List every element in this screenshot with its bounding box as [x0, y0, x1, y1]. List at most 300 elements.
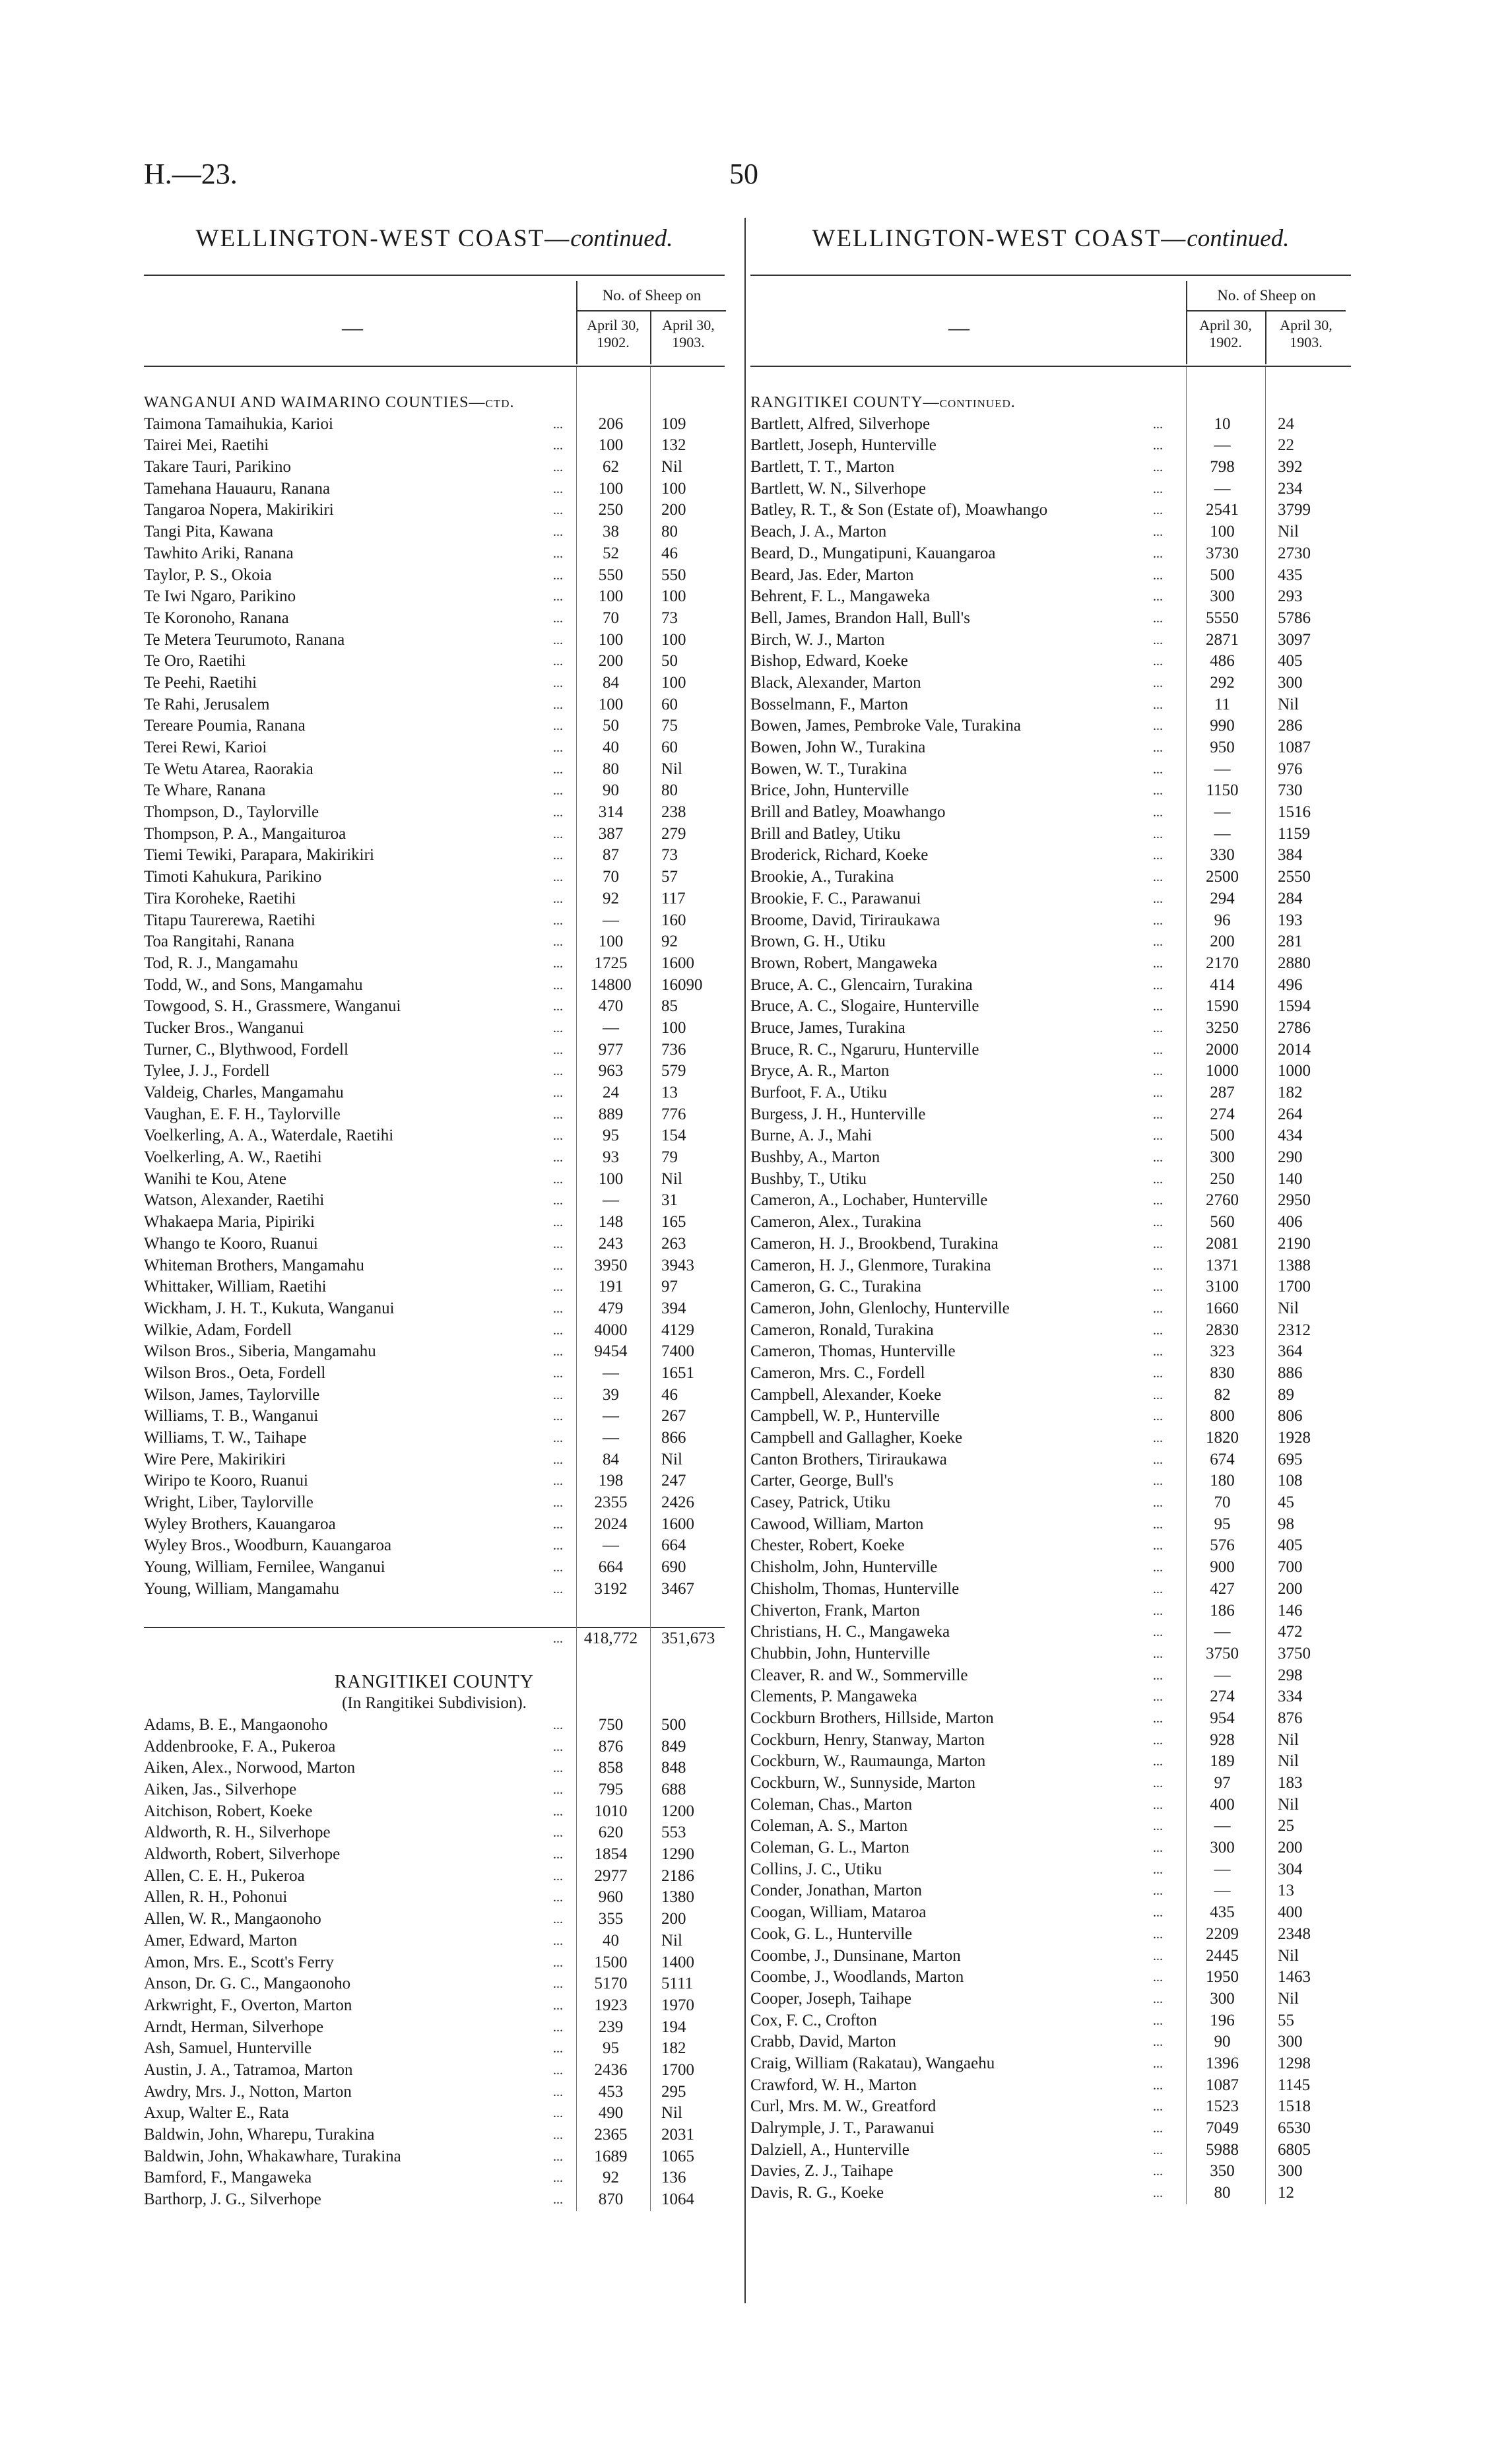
section-heading [144, 392, 725, 414]
sheep-1903: 776 [661, 1105, 686, 1123]
sheep-1903: 1087 [1278, 739, 1311, 756]
right-header-group: No. of Sheep on [1186, 281, 1346, 312]
sheep-1902: 3192 [594, 1579, 628, 1598]
sheep-1902: 314 [598, 803, 624, 822]
table-row [750, 457, 1351, 478]
leader-dots: ... [553, 546, 563, 561]
owner-name: Bosselmann, F., Marton [750, 695, 908, 713]
sheep-1903: 300 [1278, 2033, 1303, 2051]
sheep-1902: 100 [598, 630, 624, 649]
sheep-1903: 45 [1278, 1494, 1294, 1512]
table-row [144, 1039, 725, 1061]
owner-name: Bartlett, Alfred, Silverhope [750, 414, 931, 433]
owner-name: RANGITIKEI COUNTY [334, 1671, 535, 1692]
sheep-1902: 2541 [1206, 501, 1239, 519]
owner-name: Amer, Edward, Marton [144, 1931, 298, 1950]
owner-name: Cockburn, W., Sunnyside, Marton [750, 1774, 975, 1792]
sheep-1903: 160 [661, 911, 686, 929]
owner-name: Bell, James, Brandon Hall, Bull's [750, 608, 970, 627]
owner-name: Arkwright, F., Overton, Marton [144, 1996, 352, 2014]
sheep-1902: 1590 [1206, 997, 1239, 1016]
sheep-1903: 57 [661, 868, 678, 886]
leader-dots: ... [553, 2084, 563, 2099]
sheep-1903: 200 [661, 1910, 686, 1928]
sheep-1903: 100 [661, 630, 686, 649]
leader-dots: ... [553, 675, 563, 690]
sheep-1902: 250 [598, 501, 624, 519]
sheep-1902: 355 [598, 1910, 624, 1928]
sheep-1902: 1523 [1206, 2097, 1239, 2116]
sheep-1902: 9454 [594, 1342, 628, 1361]
sheep-1902: — [1214, 1666, 1231, 1684]
left-title-continued: continued. [570, 225, 673, 252]
leader-dots: ... [1153, 762, 1163, 777]
sheep-1902: 274 [1210, 1688, 1235, 1706]
table-row [144, 1757, 725, 1779]
sheep-1902: 96 [1214, 911, 1231, 929]
sheep-1902: 196 [1210, 2011, 1235, 2029]
sheep-1903: 247 [661, 1472, 686, 1490]
sheep-1902: 330 [1210, 846, 1235, 865]
table-row [750, 737, 1351, 759]
leader-dots: ... [1153, 2121, 1163, 2136]
sheep-1903: Nil [661, 1450, 682, 1468]
sheep-1903: 298 [1278, 1666, 1303, 1684]
owner-name: Cameron, John, Glenlochy, Hunterville [750, 1299, 1010, 1317]
owner-name: Crabb, David, Marton [750, 2033, 896, 2051]
table-row [144, 867, 725, 888]
leader-dots: ... [553, 2062, 563, 2078]
owner-name: Brookie, F. C., Parawanui [750, 889, 921, 907]
table-row [144, 2189, 725, 2211]
right-column [750, 224, 1351, 2204]
leader-dots: ... [1153, 977, 1163, 993]
sheep-1903: 2312 [1278, 1321, 1311, 1339]
sheep-1903: 435 [1278, 566, 1303, 584]
sheep-1902: 3750 [1206, 1644, 1239, 1662]
sheep-1903: 25 [1278, 1817, 1294, 1835]
sheep-1903: 13 [661, 1084, 678, 1101]
sheep-1903: 279 [661, 824, 686, 843]
sheep-1903: 406 [1278, 1213, 1303, 1232]
owner-name: Te Iwi Ngaro, Parikino [144, 587, 296, 606]
sheep-1903: 876 [1278, 1709, 1303, 1727]
owner-name: Watson, Alexander, Raetihi [144, 1191, 325, 1210]
table-row [144, 1909, 725, 1930]
owner-name: Cameron, H. J., Brookbend, Turakina [750, 1234, 999, 1253]
total-row [144, 1627, 725, 1650]
sheep-1903: Nil [1278, 1795, 1299, 1814]
leader-dots: ... [553, 1064, 563, 1079]
sheep-1903: 200 [1278, 1839, 1303, 1857]
table-row [750, 1212, 1351, 1233]
leader-dots: ... [1153, 1042, 1163, 1057]
owner-name: Tamehana Hauauru, Ranana [144, 479, 331, 498]
table-row [144, 2082, 725, 2103]
table-row [144, 737, 725, 759]
left-header-group: No. of Sheep on [576, 281, 726, 312]
leader-dots: ... [1153, 1086, 1163, 1100]
sheep-1903: Nil [661, 760, 682, 778]
sheep-1903: 100 [661, 1018, 686, 1037]
page-reference: H.—23. [144, 158, 238, 190]
sheep-1902: 387 [598, 824, 624, 843]
owner-name: Tylee, J. J., Fordell [144, 1062, 270, 1080]
sheep-1903: 136 [661, 2169, 686, 2187]
owner-name: Toa Rangitahi, Ranana [144, 933, 295, 951]
owner-name: Cameron, Thomas, Hunterville [750, 1342, 956, 1361]
sheep-1902: 486 [1210, 652, 1235, 671]
sheep-1903: 55 [1278, 2011, 1294, 2029]
table-row [144, 1104, 725, 1126]
leader-dots: ... [1153, 999, 1163, 1014]
owner-name: Baldwin, John, Whakawhare, Turakina [144, 2147, 401, 2165]
table-row [144, 1190, 725, 1212]
leader-dots: ... [1153, 589, 1163, 605]
owner-name: Brown, G. H., Utiku [750, 933, 886, 951]
table-row [144, 2038, 725, 2060]
leader-dots: ... [553, 2041, 563, 2056]
sheep-1902: 239 [598, 2018, 624, 2036]
sheep-1903: 1516 [1278, 803, 1311, 822]
owner-name: Campbell, Alexander, Koeke [750, 1385, 942, 1404]
leader-dots: ... [1153, 1387, 1163, 1402]
leader-dots: ... [1153, 546, 1163, 561]
leader-dots: ... [1153, 956, 1163, 971]
owner-name: Baldwin, John, Wharepu, Turakina [144, 2126, 375, 2144]
table-row [144, 1844, 725, 1866]
leader-dots: ... [553, 1129, 563, 1144]
table-row [750, 2031, 1351, 2053]
leader-dots: ... [553, 1344, 563, 1360]
leader-dots: ... [553, 1717, 563, 1732]
sheep-1903: 1200 [661, 1802, 694, 1820]
sheep-1902: 294 [1210, 889, 1235, 907]
leader-dots: ... [1153, 1711, 1163, 1726]
leader-dots: ... [1153, 438, 1163, 453]
table-row [144, 1579, 725, 1600]
owner-name: Timoti Kahukura, Parikino [144, 868, 322, 886]
right-table-body [750, 392, 1351, 2204]
table-row [144, 2060, 725, 2082]
sheep-1903: 976 [1278, 760, 1303, 778]
sheep-1902: 38 [603, 523, 619, 541]
sheep-1902: 186 [1210, 1601, 1235, 1620]
owner-name: Taylor, P. S., Okoia [144, 566, 272, 584]
table-row [750, 1018, 1351, 1039]
leader-dots: ... [1153, 675, 1163, 690]
section-heading [750, 392, 1351, 414]
table-row [750, 1816, 1351, 1837]
sheep-1902: 2209 [1206, 1924, 1239, 1943]
owner-name: Brice, John, Hunterville [750, 781, 909, 800]
sheep-1902: 70 [1214, 1494, 1231, 1512]
leader-dots: ... [553, 891, 563, 906]
leader-dots: ... [553, 525, 563, 540]
sheep-1902: 1660 [1206, 1299, 1239, 1317]
sheep-1902: 287 [1210, 1084, 1235, 1101]
sheep-1903: 80 [661, 523, 678, 541]
sheep-1903: 304 [1278, 1860, 1303, 1878]
sheep-1903: 73 [661, 608, 678, 627]
table-row [750, 2075, 1351, 2097]
sheep-1903: 267 [661, 1407, 686, 1426]
sheep-1903: Nil [1278, 1946, 1299, 1965]
table-row [750, 1924, 1351, 1946]
owner-name: Allen, R. H., Pohonui [144, 1888, 288, 1907]
sheep-1902: 191 [598, 1278, 624, 1296]
sheep-1902: 2500 [1206, 868, 1239, 886]
owner-name: Bowen, John W., Turakina [750, 739, 926, 756]
owner-name: Cameron, Ronald, Turakina [750, 1321, 934, 1339]
owner-name: Collins, J. C., Utiku [750, 1860, 882, 1878]
table-row [750, 931, 1351, 953]
sheep-1902: 876 [598, 1737, 624, 1756]
table-row [144, 673, 725, 694]
sheep-1903: 695 [1278, 1450, 1303, 1468]
sheep-1902: 200 [1210, 933, 1235, 951]
sheep-1903: 1400 [661, 1953, 694, 1971]
owner-name: Young, William, Fernilee, Wanganui [144, 1558, 385, 1577]
owner-name: Curl, Mrs. M. W., Greatford [750, 2097, 937, 2116]
sheep-1903: 286 [1278, 717, 1303, 735]
table-row [750, 953, 1351, 975]
sheep-1902: — [1214, 1817, 1231, 1835]
sheep-1903: 806 [1278, 1407, 1303, 1426]
sheep-1903: 12 [1278, 2184, 1294, 2202]
sheep-1903: 5111 [661, 1975, 694, 1993]
sheep-1902: 1854 [594, 1845, 628, 1864]
sheep-1903: Nil [661, 1169, 682, 1188]
table-row [750, 802, 1351, 824]
sheep-1902: — [1214, 1882, 1231, 1900]
owner-name: Te Metera Teurumoto, Ranana [144, 630, 345, 649]
leader-dots: ... [1153, 1581, 1163, 1596]
leader-dots: ... [553, 848, 563, 863]
sheep-1902: 84 [603, 673, 619, 692]
leader-dots: ... [553, 1171, 563, 1187]
table-row [144, 1320, 725, 1342]
owner-name: Aldworth, Robert, Silverhope [144, 1845, 341, 1864]
sheep-1903: 364 [1278, 1342, 1303, 1361]
leader-dots: ... [553, 826, 563, 841]
owner-name: Cockburn Brothers, Hillside, Marton [750, 1709, 994, 1727]
table-row [144, 1887, 725, 1909]
leader-dots: ... [1153, 1020, 1163, 1035]
owner-name: WANGANUI AND WAIMARINO COUNTIES—ctd. [144, 394, 515, 411]
table-row [750, 715, 1351, 737]
sheep-1903: 6530 [1278, 2119, 1311, 2137]
sheep-1903: 98 [1278, 1515, 1294, 1533]
leader-dots: ... [553, 1215, 563, 1230]
owner-name: Tod, R. J., Mangamahu [144, 954, 298, 972]
owner-name: Williams, T. B., Wanganui [144, 1407, 319, 1426]
leader-dots: ... [553, 1933, 563, 1948]
table-row [750, 1039, 1351, 1061]
table-row [750, 630, 1351, 651]
sheep-1902: — [603, 911, 619, 929]
table-row [144, 500, 725, 521]
owner-name: Titapu Taurerewa, Raetihi [144, 911, 315, 929]
leader-dots: ... [553, 1258, 563, 1273]
table-row [750, 1730, 1351, 1752]
table-row [144, 1930, 725, 1952]
sheep-1902: 90 [603, 781, 619, 800]
sheep-1903: 2950 [1278, 1191, 1311, 1210]
table-row [750, 1169, 1351, 1191]
owner-name: Wilkie, Adam, Fordell [144, 1321, 292, 1339]
owner-name: Coombe, J., Dunsinane, Marton [750, 1946, 961, 1965]
sheep-1903: 16090 [661, 975, 703, 994]
sheep-1902: 1396 [1206, 2054, 1239, 2072]
leader-dots: ... [553, 1739, 563, 1754]
leader-dots: ... [553, 2106, 563, 2121]
sheep-1902: 70 [603, 868, 619, 886]
sheep-1902: 479 [598, 1299, 624, 1317]
sheep-1902: — [603, 1536, 619, 1555]
sheep-1902: 323 [1210, 1342, 1235, 1361]
owner-name: Tiemi Tewiki, Parapara, Makirikiri [144, 846, 374, 865]
sheep-1902: 1820 [1206, 1429, 1239, 1447]
owner-name: Whittaker, William, Raetihi [144, 1278, 327, 1296]
sheep-1902: 1725 [594, 954, 628, 972]
leader-dots: ... [1153, 1323, 1163, 1338]
table-row [144, 478, 725, 500]
owner-name: Aiken, Jas., Silverhope [144, 1781, 297, 1798]
leader-dots: ... [1153, 2142, 1163, 2157]
table-row [750, 414, 1351, 436]
sheep-1903: 3799 [1278, 501, 1311, 519]
sheep-1903: 1700 [1278, 1278, 1311, 1296]
owner-name: Chisholm, John, Hunterville [750, 1558, 938, 1577]
leader-dots: ... [1153, 1301, 1163, 1316]
right-column-title [750, 224, 1351, 255]
leader-dots: ... [1153, 719, 1163, 734]
sheep-1902: 300 [1210, 1148, 1235, 1167]
sheep-1903: 263 [661, 1234, 686, 1253]
sheep-1903: 5786 [1278, 608, 1311, 627]
owner-name: Burne, A. J., Mahi [750, 1127, 872, 1145]
sheep-1902: 2436 [594, 2060, 628, 2079]
left-header-1903: April 30, 1903. [662, 317, 715, 350]
leader-dots: ... [1153, 2164, 1163, 2179]
sheep-1903: 281 [1278, 933, 1303, 951]
table-row [750, 780, 1351, 802]
table-row [750, 845, 1351, 867]
owner-name: Aiken, Alex., Norwood, Marton [144, 1759, 356, 1777]
leader-dots: ... [553, 1847, 563, 1862]
owner-name: Young, William, Mangamahu [144, 1579, 339, 1598]
table-row [750, 1622, 1351, 1643]
left-table-body [144, 392, 725, 2211]
sheep-1903: 730 [1278, 781, 1303, 800]
leader-dots: ... [1153, 1193, 1163, 1208]
sheep-1902: 550 [598, 566, 624, 584]
leader-dots: ... [553, 589, 563, 605]
owner-name: Davis, R. G., Koeke [750, 2184, 884, 2202]
leader-dots: ... [1153, 826, 1163, 841]
leader-dots: ... [553, 1280, 563, 1295]
sheep-1902: 1950 [1206, 1968, 1239, 1987]
leader-dots: ... [1153, 1365, 1163, 1381]
leader-dots: ... [553, 762, 563, 777]
owner-name: Bowen, James, Pembroke Vale, Turakina [750, 717, 1021, 735]
sheep-1903: 60 [661, 739, 678, 756]
owner-name: Bartlett, W. N., Silverhope [750, 479, 926, 498]
table-row [750, 2140, 1351, 2161]
table-row [750, 1125, 1351, 1147]
sheep-1902: 90 [1214, 2033, 1231, 2051]
leader-dots: ... [1153, 1970, 1163, 1985]
table-row [144, 1492, 725, 1514]
leader-dots: ... [553, 999, 563, 1014]
sheep-1903: 394 [661, 1299, 686, 1317]
sheep-1902: 82 [1214, 1385, 1231, 1404]
sheep-1902: 2081 [1206, 1234, 1239, 1253]
sheep-1903: 3097 [1278, 630, 1311, 649]
sheep-1903: 700 [1278, 1558, 1303, 1577]
leader-dots: ... [553, 805, 563, 820]
table-row [144, 2017, 725, 2039]
owner-name: Voelkerling, A. A., Waterdale, Raetihi [144, 1127, 394, 1145]
leader-dots: ... [553, 2020, 563, 2035]
sheep-1902: 3950 [594, 1256, 628, 1274]
leader-dots: ... [1153, 1841, 1163, 1856]
sheep-1903: 132 [661, 436, 686, 455]
leader-dots: ... [1153, 1538, 1163, 1554]
owner-name: Black, Alexander, Marton [750, 673, 921, 692]
table-row [144, 565, 725, 587]
sheep-1903: 434 [1278, 1127, 1303, 1145]
leader-dots: ... [1153, 1452, 1163, 1467]
sheep-1903: 85 [661, 997, 678, 1016]
leader-dots: ... [553, 1581, 563, 1596]
sheep-1902: — [603, 1191, 619, 1210]
owner-name: Bartlett, Joseph, Hunterville [750, 436, 937, 455]
owner-name: Allen, C. E. H., Pukeroa [144, 1866, 305, 1885]
sheep-1903: 405 [1278, 1536, 1303, 1555]
sheep-1903: 3750 [1278, 1644, 1311, 1662]
leader-dots: ... [1153, 2013, 1163, 2028]
sheep-1903: 200 [661, 501, 686, 519]
sheep-1902: 2170 [1206, 954, 1239, 972]
sheep-1902: 3730 [1206, 544, 1239, 562]
sheep-1902: 620 [598, 1823, 624, 1842]
sheep-1902: 1500 [594, 1953, 628, 1971]
left-title-text: WELLINGTON-WEST COAST— [195, 225, 571, 252]
leader-dots: ... [553, 935, 563, 950]
sheep-1903: 2426 [661, 1494, 694, 1512]
owner-name: Coleman, A. S., Marton [750, 1817, 908, 1835]
owner-name: Broderick, Richard, Koeke [750, 846, 929, 865]
sheep-1902: 274 [1210, 1105, 1235, 1123]
leader-dots: ... [553, 1365, 563, 1381]
sheep-1902: 418,772 [583, 1629, 638, 1648]
sheep-1902: 250 [1210, 1169, 1235, 1188]
sheep-1903: 1388 [1278, 1256, 1311, 1274]
table-row [750, 867, 1351, 888]
sheep-1903: 866 [661, 1429, 686, 1447]
sheep-1903: 1298 [1278, 2054, 1311, 2072]
leader-dots: ... [1153, 697, 1163, 712]
leader-dots: ... [553, 740, 563, 755]
leader-dots: ... [1153, 1107, 1163, 1122]
left-column-rule-1 [650, 367, 651, 2211]
table-row [144, 1341, 725, 1363]
leader-dots: ... [1153, 1431, 1163, 1445]
leader-dots: ... [1153, 1668, 1163, 1683]
sheep-1903: 2014 [1278, 1040, 1311, 1059]
